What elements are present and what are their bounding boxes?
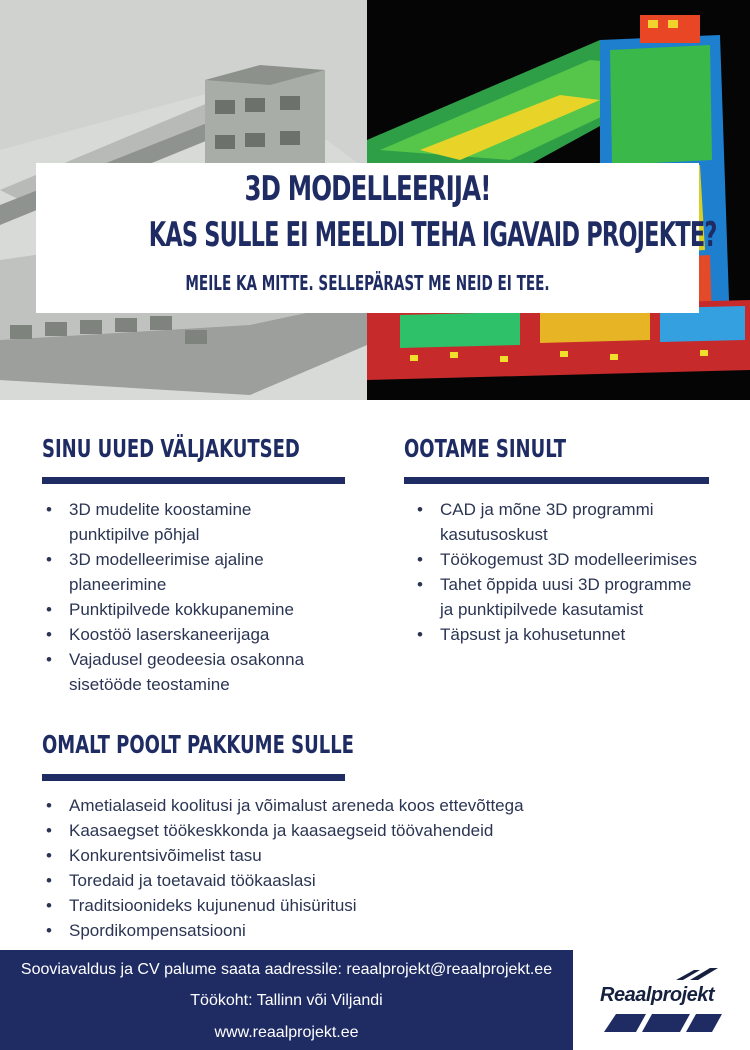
list-item: • Täpsust ja kohusetunnet: [413, 622, 743, 647]
list-item-continuation: kasutusoskust: [440, 525, 548, 544]
list-item-continuation: ja punktipilvede kasutamist: [440, 600, 644, 619]
list-item: • Traditsioonideks kujunenud ühisüritusi: [42, 893, 682, 918]
expectations-rule: [404, 477, 709, 484]
list-item: • 3D mudelite koostamine: [42, 497, 362, 522]
expectations-title: OOTAME SINULT: [404, 434, 566, 463]
list-item: • Konkurentsivõimelist tasu: [42, 843, 682, 868]
challenges-title: SINU UUED VÄLJAKUTSED: [42, 434, 300, 463]
workplace-line: Töökoht: Tallinn või Viljandi: [190, 992, 383, 1009]
headline-question: KAS SULLE EI MEELDI TEHA IGAVAID PROJEKTE?: [148, 215, 717, 255]
contact-email-line: Sooviavaldus ja CV palume saata aadressile: reaalprojekt@reaalprojekt.ee: [20, 961, 553, 978]
list-item: • Tahet õppida uusi 3D programme: [413, 572, 743, 597]
company-logo: [598, 966, 728, 1036]
challenges-rule: [42, 477, 345, 484]
headline-subline: MEILE KA MITTE. SELLEPÄRAST ME NEID EI TEE.: [185, 271, 550, 295]
contact-footer: [0, 950, 573, 1050]
list-item: • Ametialaseid koolitusi ja võimalust areneda koos ettevõttega: [42, 793, 682, 818]
headline-box: [36, 163, 717, 313]
list-item: • Töökogemust 3D modelleerimises: [413, 547, 743, 572]
list-item-continuation: planeerimine: [69, 575, 167, 594]
list-item: • CAD ja mõne 3D programmi: [413, 497, 743, 522]
logo-wordmark: Reaalprojekt: [600, 984, 715, 1006]
list-item: • Toredaid ja toetavaid töökaaslasi: [42, 868, 682, 893]
list-item: • Vajadusel geodeesia osakonna: [42, 647, 362, 672]
offer-title: OMALT POOLT PAKKUME SULLE: [42, 730, 354, 759]
offer-list: [42, 793, 682, 943]
list-item: • Kaasaegset töökeskkonda ja kaasaegseid töövahendeid: [42, 818, 682, 843]
list-item: • 3D modelleerimise ajaline: [42, 547, 362, 572]
list-item: • Koostöö laserskaneerijaga: [42, 622, 362, 647]
list-item-continuation: punktipilve põhjal: [69, 525, 200, 544]
website-link[interactable]: www.reaalprojekt.ee: [214, 1024, 359, 1041]
headline-title: 3D MODELLEERIJA!: [244, 169, 491, 209]
list-item: • Punktipilvede kokkupanemine: [42, 597, 362, 622]
list-item-continuation: sisetööde teostamine: [69, 675, 230, 694]
list-item: • Spordikompensatsiooni: [42, 918, 682, 943]
expectations-list: [413, 497, 743, 647]
offer-rule: [42, 774, 345, 781]
challenges-list: [42, 497, 362, 697]
